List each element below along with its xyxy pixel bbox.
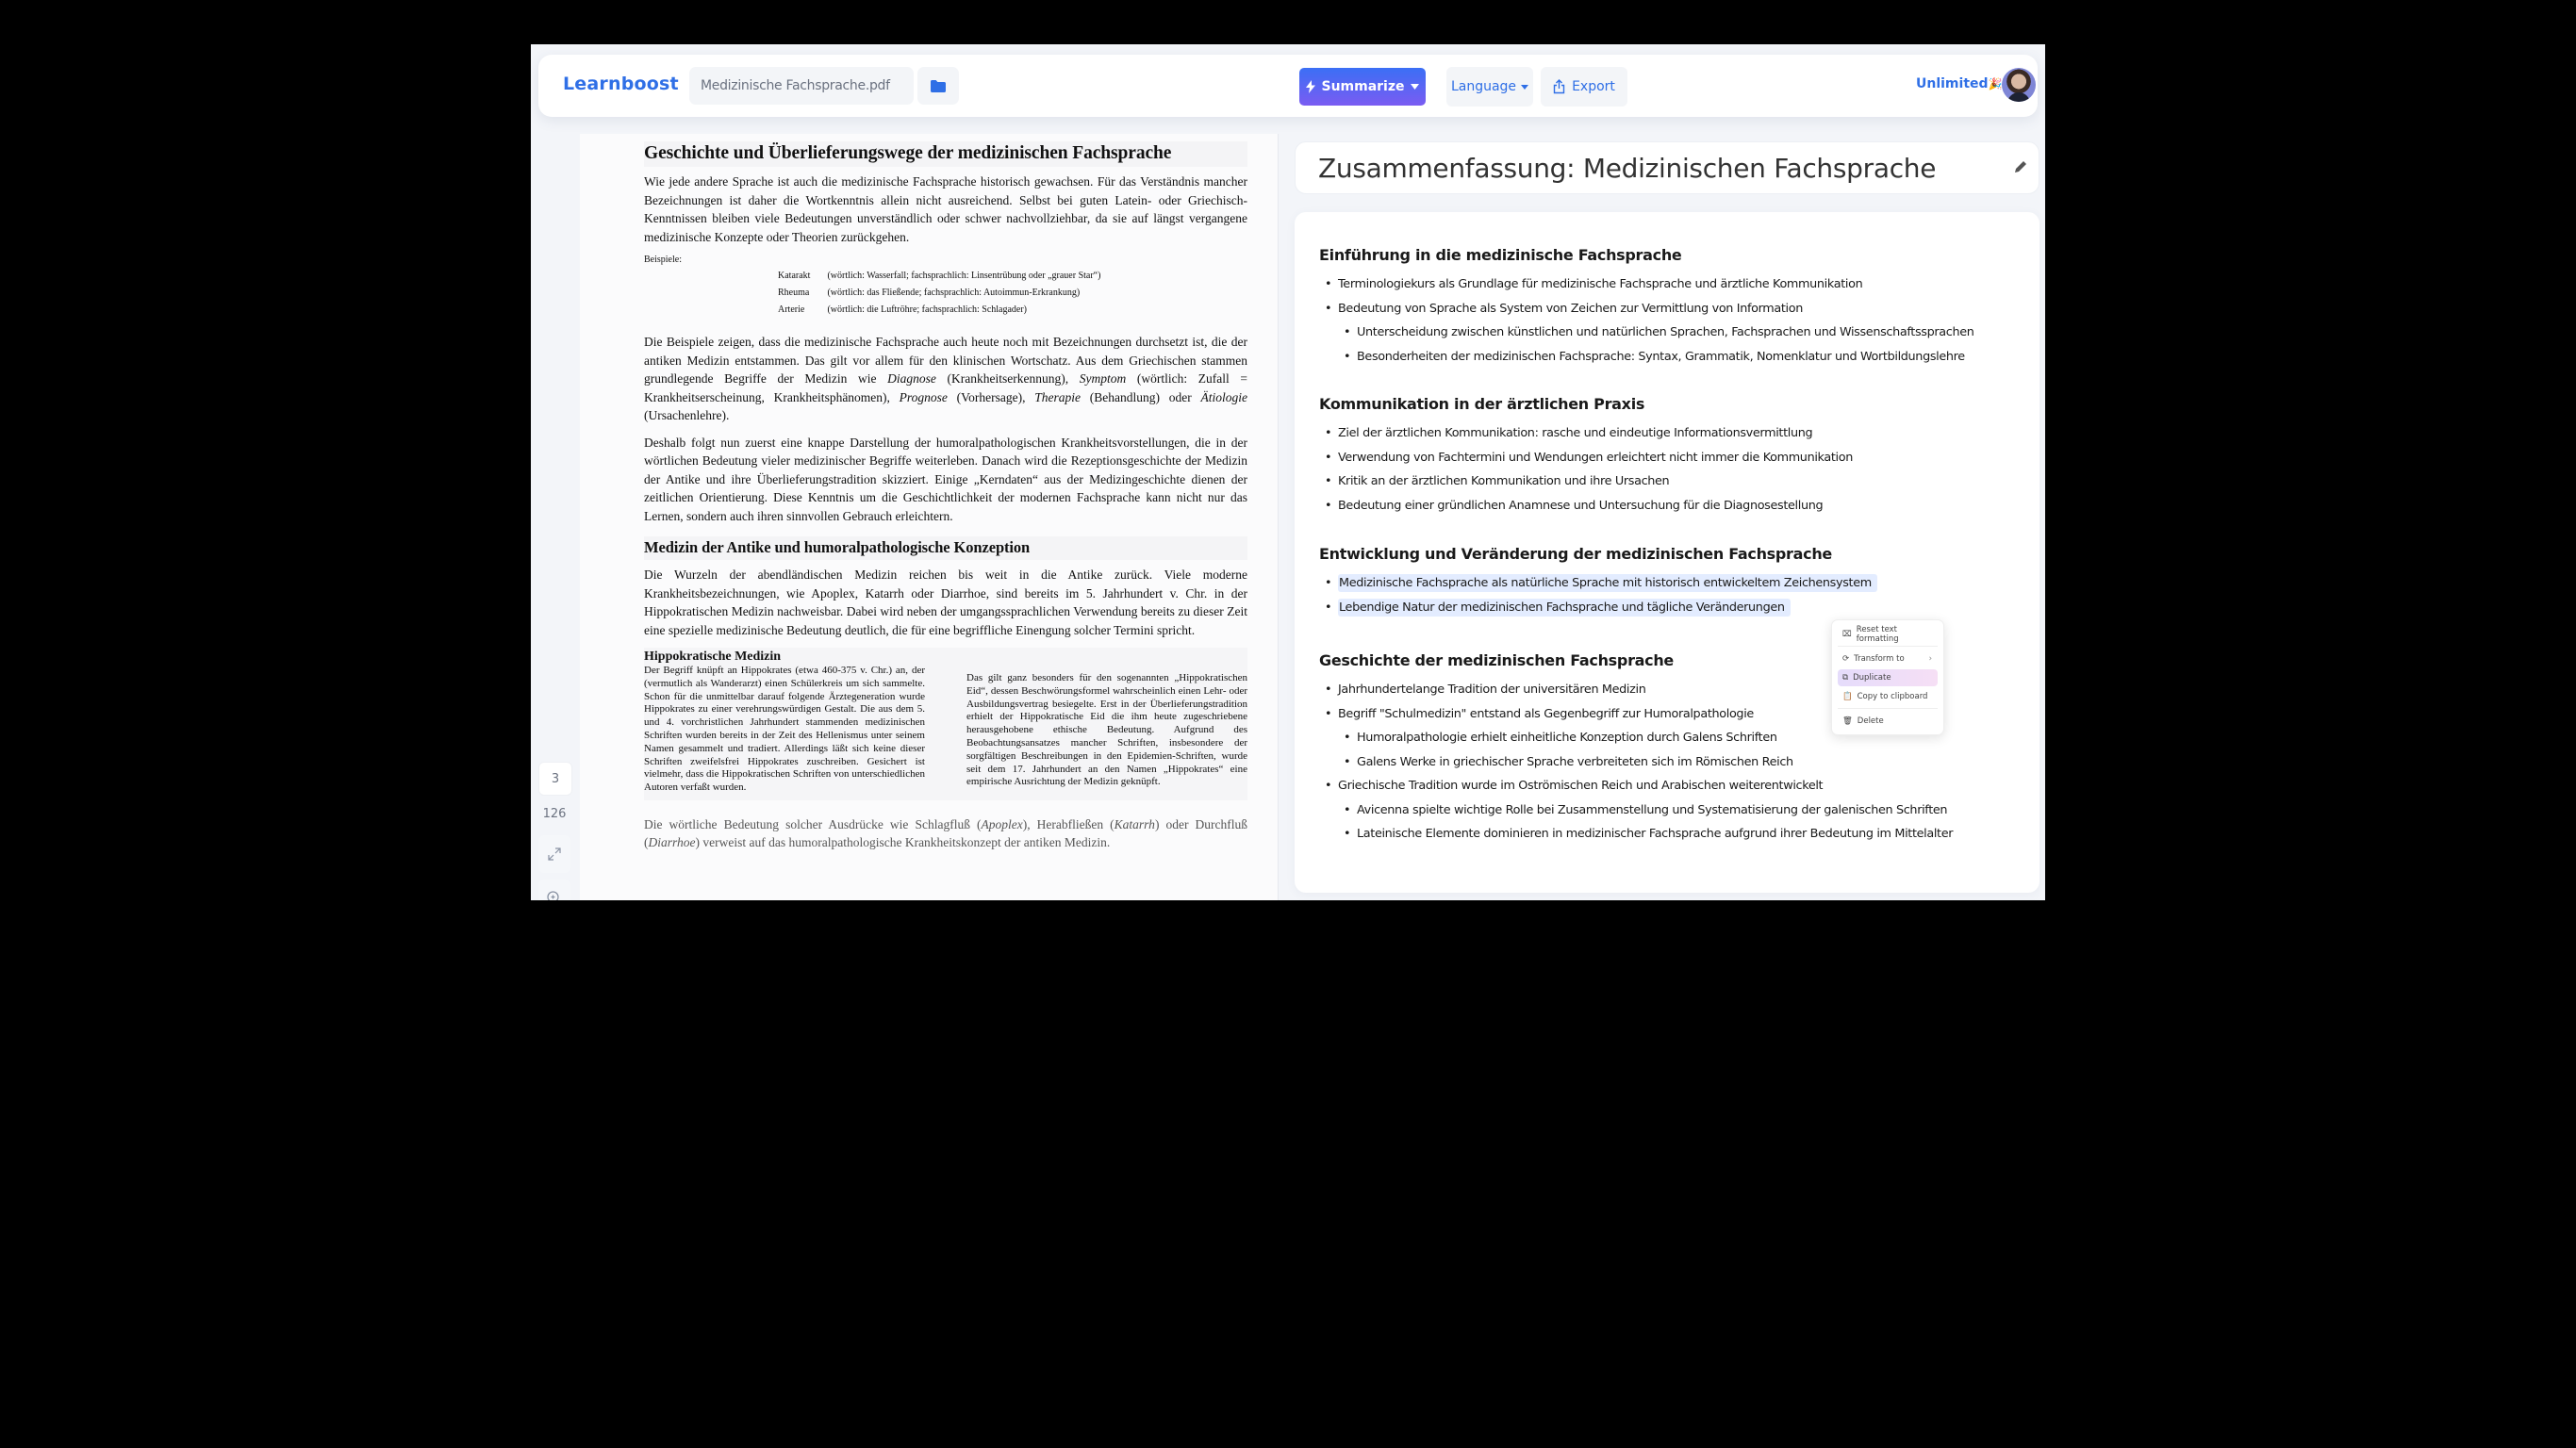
example-meaning: (wörtlich: das Fließende; fachsprachlich: Autoimmun-Erkrankung) [827,288,1081,298]
language-dropdown[interactable] [1446,67,1533,107]
list-item[interactable]: • Terminologiekurs als Grundlage für medizinische Fachsprache und ärztliche Kommunikation [1319,276,1973,292]
context-menu [1831,619,1944,735]
example-meaning: (wörtlich: die Luftröhre; fachsprachlich: Schlagader) [827,304,1028,315]
app-window [531,44,2045,900]
caret-down-icon [1521,85,1528,90]
panel-divider[interactable] [1278,134,1279,900]
info-box [644,648,1247,800]
list-item[interactable]: • Lateinische Elemente dominieren in medizinischer Fachsprache aufgrund ihrer Bedeutung im Mittelalter [1319,826,1953,842]
zoom-in-icon [546,890,563,900]
folder-icon [930,79,947,93]
list-item[interactable]: • Besonderheiten der medizinischen Fachsprache: Syntax, Grammatik, Nomenklatur und Wortbildungslehre [1319,349,1973,365]
zoom-in-button[interactable] [538,880,570,900]
user-avatar[interactable] [2002,68,2036,102]
example-term: Rheuma [778,288,810,298]
trash-icon: 🗑 [1842,716,1853,726]
fit-to-page-button[interactable] [538,835,570,873]
example-row [778,269,1115,284]
party-icon: 🎉 [1988,77,2003,90]
summary-section [1319,545,1877,623]
top-bar [538,55,2038,117]
examples-table [776,267,1117,320]
example-term: Katarakt [778,271,811,281]
total-pages: 126 [542,806,567,821]
summary-section [1319,246,1973,372]
list-item[interactable]: • Griechische Tradition wurde im Oströmischen Reich und Arabischen weiterentwickelt [1319,778,1953,794]
caret-down-icon [1411,84,1419,90]
section-heading: Entwicklung und Veränderung der medizinischen Fachsprache [1319,545,1832,563]
current-page-input[interactable]: 3 [538,762,572,796]
expand-icon [547,847,562,862]
list-item-selected[interactable]: • Lebendige Natur der medizinischen Fachsprache und tägliche Veränderungen [1319,600,1877,616]
transform-icon: ⟳ [1842,654,1850,664]
menu-item-duplicate[interactable]: ⧉ Duplicate [1838,669,1938,686]
section-heading: Geschichte der medizinischen Fachsprache [1319,651,1674,669]
language-label: Language [1450,79,1517,94]
list-item[interactable]: • Begriff "Schulmedizin" entstand als Gegenbegriff zur Humoralpathologie [1319,706,1953,722]
summary-content[interactable] [1295,212,2039,893]
file-name-field[interactable]: Medizinische Fachsprache.pdf [689,67,914,105]
list-item[interactable]: • Galens Werke in griechischer Sprache verbreiteten sich im Römischen Reich [1319,754,1953,770]
summary-title[interactable]: Zusammenfassung: Medizinischen Fachsprache [1318,153,1937,184]
section-heading: Einführung in die medizinische Fachsprache [1319,246,1682,264]
list-item[interactable]: • Verwendung von Fachtermini und Wendungen erleichtert nicht immer die Kommunikation [1319,450,1853,466]
doc-paragraph: Die Beispiele zeigen, dass die medizinische Fachsprache auch heute noch mit Bezeichnungen durchsetzt ist, die der antiken Medizin entstammen. Das gilt vor allem für den klinischen Wortschatz. Aus dem Griechischen stammen grundlegende Begriffe der Medizin wie Diagnose (Krankheitserkennung), Symptom (wörtlich: Zufall = Krankheitserscheinung, Krankheitsphänomen), Prognose (Vorhersage), Therapie (Behandlung) oder Ätiologie (Ursachenlehre). [644,335,1247,422]
doc-heading: Geschichte und Überlieferungswege der medizinischen Fachsprache [644,141,1247,167]
summary-title-card [1295,141,2039,194]
summarize-button[interactable] [1299,68,1426,106]
doc-heading: Medizin der Antike und humoralpathologische Konzeption [644,536,1247,560]
list-item[interactable]: • Ziel der ärztlichen Kommunikation: rasche und eindeutige Informationsvermittlung [1319,425,1853,441]
clipboard-icon: 📋 [1842,692,1853,701]
summarize-label: Summarize [1321,79,1405,94]
example-meaning: (wörtlich: Wasserfall; fachsprachlich: Linsentrübung oder „grauer Star“) [827,271,1101,281]
examples-label: Beispiele: [644,255,682,265]
example-row [778,286,1115,301]
plan-badge[interactable] [1916,76,2002,91]
export-button[interactable] [1541,67,1627,107]
pdf-controls [531,134,572,900]
menu-item-delete[interactable]: 🗑 Delete [1842,716,1884,726]
menu-item-transform[interactable]: ⟳ Transform to › [1842,654,1932,664]
example-term: Arterie [778,304,805,315]
doc-paragraph: Wie jede andere Sprache ist auch die medizinische Fachsprache historisch gewachsen. Für das Verständnis mancher Bezeichnungen ist daher die Wortkenntnis allein nicht ausreichend. Selbst bei guten Latein- oder Griechisch-Kenntnissen bleiben viele Bedeutungen unverständlich oder schwer nachvollziehbar, da sie auf längst vergangene medizinische Konzepte oder Theorien zurückgehen. [644,174,1247,244]
section-heading: Kommunikation in der ärztlichen Praxis [1319,395,1645,413]
list-item[interactable]: • Bedeutung einer gründlichen Anamnese und Untersuchung für die Diagnosestellung [1319,498,1853,514]
doc-paragraph: Die Wurzeln der abendländischen Medizin reichen bis weit in die Antike zurück. Viele moderne Krankheitsbezeichnungen, wie Apoplex, Katarrh oder Diarrhoe, sind bereits im 5. Jahrhundert v. Chr. in der Hippokratischen Medizin nachweisbar. Dabei wird neben der umgangssprachlichen Verwendung bereits zu dieser Zeit eine spezielle medizinische Bedeutung deutlich, die für eine begriffliche Einengung solcher Termini spricht. [644,568,1247,637]
chevron-right-icon: › [1928,654,1932,664]
menu-item-reset-formatting[interactable]: ⌧ Reset text formatting [1842,625,1899,644]
duplicate-icon: ⧉ [1842,673,1849,683]
list-item[interactable]: • Avicenna spielte wichtige Rolle bei Zusammenstellung und Systematisierung der galenischen Schriften [1319,802,1953,818]
plan-label: Unlimited [1916,76,1989,91]
summary-section [1319,395,1853,521]
clear-format-icon: ⌧ [1842,630,1852,639]
example-row [778,303,1115,318]
lightning-icon [1306,80,1315,93]
open-file-button[interactable] [917,67,959,105]
pdf-page[interactable] [644,141,1247,861]
info-box-heading: Hippokratische Medizin [644,650,782,664]
list-item-selected[interactable]: • Medizinische Fachsprache als natürliche Sprache mit historisch entwickeltem Zeichensystem [1319,575,1877,591]
info-box-column: Das gilt ganz besonders für den sogenannten „Hippokratischen Eid“, dessen Beschwörungsformel wahrscheinlich einen Lehr- oder Ausbildungsvertrag besiegelte. Erst in der Überlieferungstradition erhielt der Hippokratische Eid die ihm heute zugeschriebene herausgehobene ethische Bedeutung. Aufgrund des Beobachtungsansatzes mancher Schriften, insbesondere der sorgfältigen Beschreibungen in den Epidemien-Schriften, wurde seit dem 17. Jahrhundert an den Namen „Hippokrates“ eine empirische Ausrichtung der Medizin geknüpft. [966,672,1247,788]
list-item[interactable]: • Kritik an der ärztlichen Kommunikation und ihre Ursachen [1319,473,1853,489]
doc-paragraph: Die wörtliche Bedeutung solcher Ausdrücke wie Schlagfluß (Apoplex), Herabfließen (Katarrh) oder Durchfluß (Diarrhoe) verweist auf das humoralpathologische Krankheitskonzept der antiken Medizin. [644,816,1247,850]
info-box-column: Der Begriff knüpft an Hippokrates (etwa 460-375 v. Chr.) an, der (vermutlich als Wanderarzt) einen Schülerkreis um sich sammelte. Schon für die unmittelbar darauf folgende Ärztegeneration wurde Hippokrates zu einer verehrungswürdigen Gestalt. Die aus dem 5. und 4. vorchristlichen Jahrhundert stammenden medizinischen Schriften wurden bereits in der Zeit des Hellenismus unter seinem Namen gesammelt und tradiert. Allerdings läßt sich keine dieser Schriften zweifelsfrei Hippokrates zuschreiben. Gesichert ist vielmehr, dass die Hippokratischen Schriften von unterschiedlichen Autoren verfaßt wurden. [644,665,925,794]
logo[interactable]: Learnboost [563,74,679,94]
doc-paragraph: Deshalb folgt nun zuerst eine knappe Darstellung der humoralpathologischen Krankheitsvorstellungen, die in der wörtlichen Bedeutung vieler medizinischer Begriffe weiterleben. Danach wird die Rezeptionsgeschichte der Medizin der Antike und ihre Überlieferungstradition skizziert. Einige „Kerndaten“ aus der Medizingeschichte dienen der zeitlichen Orientierung. Diese Kenntnis um die Geschichtlichkeit der modernen Fachsprache kann nicht nur das Lernen, sondern auch ihren sinnvollen Gebrauch erleichtern. [644,435,1247,523]
list-item[interactable]: • Humoralpathologie erhielt einheitliche Konzeption durch Galens Schriften [1319,730,1953,746]
list-item[interactable]: • Bedeutung von Sprache als System von Zeichen zur Vermittlung von Information [1319,301,1973,317]
export-label: Export [1572,79,1615,94]
pencil-icon[interactable] [2012,158,2029,175]
list-item[interactable]: • Unterscheidung zwischen künstlichen und natürlichen Sprachen, Fachsprachen und Wissenschaftssprachen [1319,324,1973,340]
share-icon [1553,79,1565,94]
menu-item-copy[interactable]: 📋 Copy to clipboard [1842,692,1928,701]
list-item[interactable]: • Jahrhundertelange Tradition der universitären Medizin [1319,682,1953,698]
